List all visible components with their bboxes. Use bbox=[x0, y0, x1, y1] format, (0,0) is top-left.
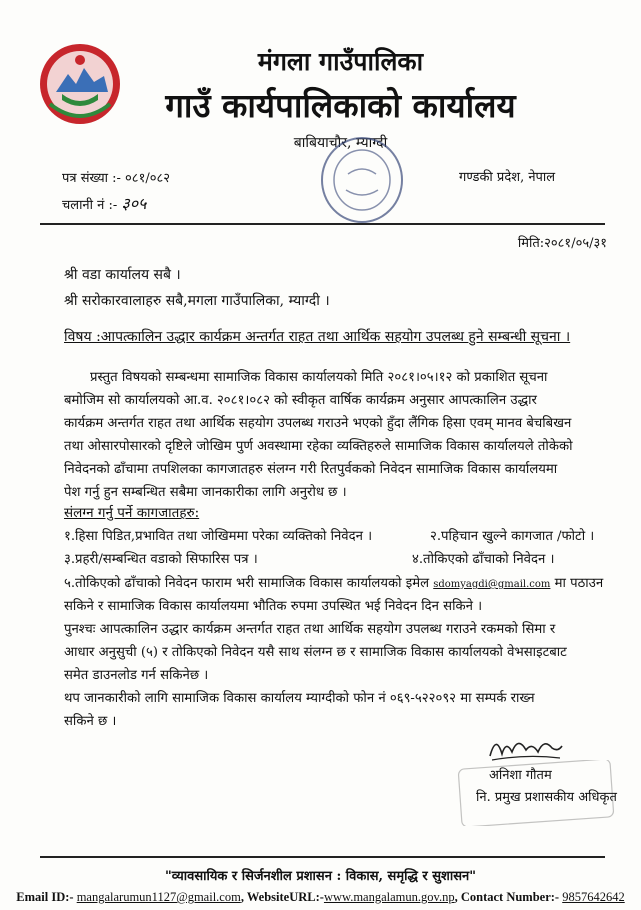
province: गण्डकी प्रदेश, नेपाल bbox=[459, 170, 556, 185]
attachment-item: २.पहिचान खुल्ने कागजात /फोटो । bbox=[430, 529, 595, 544]
body-line: कार्यक्रम अन्तर्गत राहत तथा आर्थिक सहयोग उपलब्ध गराउने भएको हुँदा लैंगिक हिसा एवम् मानव बेचबिखन bbox=[64, 416, 572, 431]
attachment-item: सकिने र सामाजिक विकास कार्यालयमा भौतिक रुपमा उपस्थित भई निवेदन दिन सकिने । bbox=[64, 599, 483, 614]
dispatch-number: चलानी नं :- ३०५ bbox=[62, 194, 147, 213]
body-line: प्रस्तुत विषयको सम्बन्धमा सामाजिक विकास कार्यालयको मिति २०८१।०५।१२ को प्रकाशित सूचना bbox=[90, 370, 548, 385]
attachment-item: ३.प्रहरी/सम्बन्धित वडाको सिफारिस पत्र । bbox=[64, 552, 258, 567]
office-name: गाउँ कार्यपालिकाको कार्यालय bbox=[165, 86, 516, 125]
footer-website-link[interactable]: www.mangalamun.gov.np bbox=[323, 890, 455, 904]
contact-line: थप जानकारीको लागि सामाजिक विकास कार्यालय म्याग्दीको फोन नं ०६९-५२२०९२ मा सम्पर्क राख्न bbox=[64, 691, 535, 706]
header-divider bbox=[40, 223, 605, 225]
handwritten-signature bbox=[486, 730, 566, 764]
postscript-line: आधार अनुसुची (५) र तोकिएको निवेदन यसै साथ संलग्न छ र सामाजिक विकास कार्यालयको वेभसाइटबाट bbox=[64, 645, 567, 660]
signatory-title: नि. प्रमुख प्रशासकीय अधिकृत bbox=[476, 790, 617, 805]
postscript-line: पुनश्चः आपत्कालिन उद्धार कार्यक्रम अन्तर्गत राहत तथा आर्थिक सहयोग उपलब्ध गराउने रकमको सिमा र bbox=[64, 622, 556, 637]
postscript-line: समेत डाउनलोड गर्न सकिनेछ । bbox=[64, 668, 209, 683]
signatory-name: अनिशा गौतम bbox=[489, 768, 552, 783]
contact-line: सकिने छ । bbox=[64, 714, 117, 729]
body-line: निवेदनको ढाँचामा तपशिलका कागजातहरु संलग्न गरी रितपुर्वकको निवेदन सामाजिक विकास कार्यालयमा bbox=[64, 462, 558, 477]
email-link[interactable]: sdomyagdi@gmail.com bbox=[433, 579, 551, 590]
letter-number: पत्र संख्या :- ०८१/०८२ bbox=[62, 171, 170, 186]
body-line: बमोजिम सो कार्यालयको आ.व. २०८१।०८२ को स्वीकृत वार्षिक कार्यक्रम अनुसार आपत्कालिन उद्धार bbox=[64, 393, 537, 408]
attachment-item: १.हिसा पिडित,प्रभावित तथा जोखिममा परेका व्यक्तिको निवेदन । bbox=[64, 529, 373, 544]
letter-subject: विषय :आपत्कालिन उद्धार कार्यक्रम अन्तर्गत राहत तथा आर्थिक सहयोग उपलब्ध हुने सम्बन्धी सूचना । bbox=[64, 329, 571, 345]
letter-date: मिति:२०८१/०५/३१ bbox=[517, 236, 607, 251]
attachments-heading: संलग्न गर्नु पर्ने कागजातहरु: bbox=[64, 505, 200, 521]
recipient-line: श्री सरोकारवालाहरु सबै,मगला गाउँपालिका, म्याग्दी । bbox=[64, 293, 330, 309]
office-stamp bbox=[318, 134, 406, 226]
body-line: पेश गर्नु हुन सम्बन्धित सबैमा जानकारीका लागि अनुरोध छ । bbox=[64, 485, 347, 500]
municipality-name: मंगला गाउँपालिका bbox=[257, 47, 424, 76]
footer-phone: 9857642642 bbox=[562, 890, 625, 904]
footer-slogan: "व्यावसायिक र सिर्जनशील प्रशासन : विकास, समृद्धि र सुशासन" bbox=[164, 869, 477, 884]
footer-contact-info: Email ID:- mangalarumun1127@gmail.com, WebsiteURL:-www.mangalamun.gov.np, Contact Number:- 9857642642 bbox=[16, 890, 625, 904]
attachment-item: ४.तोकिएको ढाँचाको निवेदन । bbox=[412, 552, 555, 567]
footer-divider bbox=[40, 856, 605, 858]
office-address: बाबियाचौर, म्याग्दी bbox=[293, 135, 388, 151]
recipient-line: श्री वडा कार्यालय सबै । bbox=[64, 267, 181, 283]
footer-email-link[interactable]: mangalarumun1127@gmail.com bbox=[76, 890, 241, 904]
attachment-item: ५.तोकिएको ढाँचाको निवेदन फाराम भरी सामाजिक विकास कार्यालयको इमेल sdomyagdi@gmail.com मा पठाउन bbox=[64, 576, 604, 591]
body-line: तथा ओसारपोसारको दृष्टिले जोखिम पुर्ण अवस्थामा रहेका व्यक्तिहरुले सामाजिक विकास कार्यालयले तोकेको bbox=[64, 439, 573, 454]
